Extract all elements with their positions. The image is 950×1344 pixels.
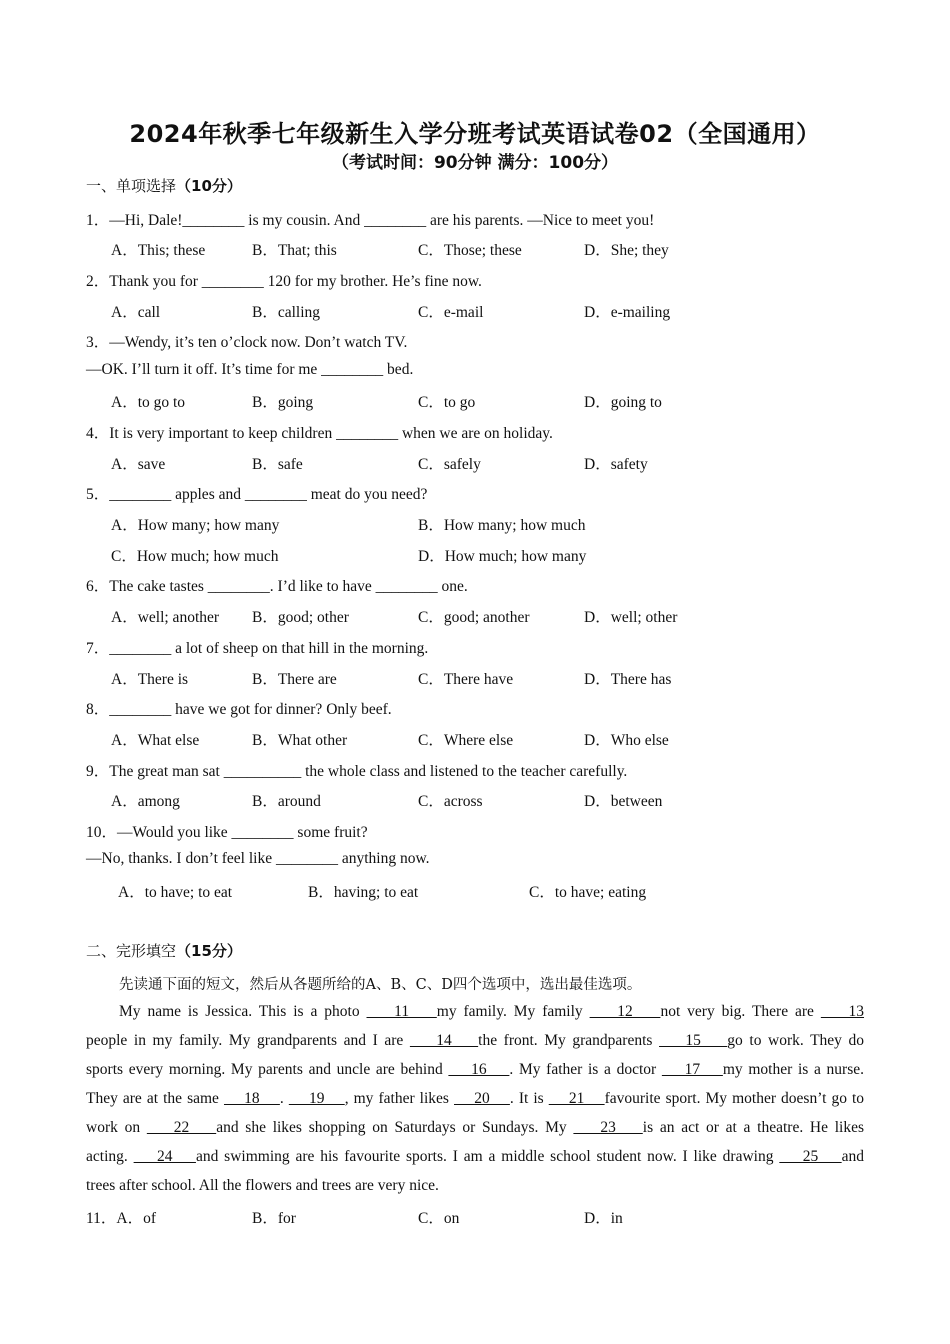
q9-option-a[interactable]: A．among (111, 793, 180, 810)
q1-option-b[interactable]: B．That; this (252, 242, 337, 259)
cloze-text: My name is Jessica. This is a photo (119, 1003, 367, 1020)
q10-option-b[interactable]: B．having; to eat (308, 884, 419, 901)
cloze-text: not very big. There are (660, 1003, 821, 1020)
q4-option-d[interactable]: D．safety (584, 456, 648, 473)
q2-option-b[interactable]: B．calling (252, 304, 321, 321)
q5-option-a[interactable]: A．How many; how many (111, 517, 280, 534)
question-8-stem: 8．________ have we got for dinner? Only beef. (86, 701, 392, 718)
q1-option-c[interactable]: C．Those; these (418, 242, 522, 259)
q7-option-c[interactable]: C．There have (418, 671, 514, 688)
q11-option-d[interactable]: D．in (584, 1210, 623, 1227)
q9-option-d[interactable]: D．between (584, 793, 663, 810)
q4-option-c[interactable]: C．safely (418, 456, 481, 473)
section-points: （10分） (176, 177, 242, 195)
q11-option-b[interactable]: B．for (252, 1210, 296, 1227)
q11-option-a[interactable]: 11．A．of (86, 1210, 157, 1227)
question-3-stem: 3．—Wendy, it’s ten o’clock now. Don’t watch TV. (86, 334, 408, 351)
cloze-line-1 (86, 1003, 864, 1021)
cloze-instructions: 先读通下面的短文，然后从各题所给的A、B、C、D四个选项中，选出最佳选项。 (119, 977, 642, 993)
blank-25[interactable]: 25 (779, 1148, 842, 1165)
section-heading-1 (86, 175, 242, 196)
cloze-text: , my father likes (344, 1090, 454, 1107)
question-4-stem: 4．It is very important to keep children ________ when we are on holiday. (86, 425, 553, 442)
cloze-text: people in my family. My grandparents and I are (86, 1032, 410, 1049)
cloze-text: and (841, 1148, 865, 1165)
question-10-stem: 10．—Would you like ________ some fruit? (86, 824, 368, 841)
blank-17[interactable]: 17 (661, 1061, 723, 1078)
question-6-stem: 6．The cake tastes ________. I’d like to have ________ one. (86, 578, 468, 595)
q7-option-b[interactable]: B．There are (252, 671, 337, 688)
q4-option-b[interactable]: B．safe (252, 456, 303, 473)
blank-16[interactable]: 16 (448, 1061, 510, 1078)
cloze-line-6 (86, 1148, 864, 1166)
question-2-stem: 2．Thank you for ________ 120 for my brother. He’s fine now. (86, 273, 482, 290)
cloze-text: sports every morning. My parents and uncle are behind (86, 1061, 449, 1078)
cloze-line-2 (86, 1032, 864, 1050)
q5-option-b[interactable]: B．How many; how much (418, 517, 586, 534)
cloze-text: They are at the same (86, 1090, 224, 1107)
q1-option-d[interactable]: D．She; they (584, 242, 669, 259)
section-heading-2 (86, 940, 242, 961)
blank-18[interactable]: 18 (223, 1090, 280, 1107)
blank-21[interactable]: 21 (548, 1090, 605, 1107)
q7-option-d[interactable]: D．There has (584, 671, 672, 688)
blank-14[interactable]: 14 (409, 1032, 479, 1049)
cloze-text: acting. (86, 1148, 134, 1165)
q6-option-d[interactable]: D．well; other (584, 609, 678, 626)
question-10-continuation: —No, thanks. I don’t feel like ________ anything now. (86, 850, 430, 867)
q4-option-a[interactable]: A．save (111, 456, 166, 473)
blank-19[interactable]: 19 (288, 1090, 345, 1107)
q1-option-a[interactable]: A．This; these (111, 242, 206, 259)
q10-option-c[interactable]: C．to have; eating (529, 884, 647, 901)
cloze-text: is an act or at a theatre. He likes (642, 1119, 865, 1136)
question-7-stem: 7．________ a lot of sheep on that hill in the morning. (86, 640, 429, 657)
question-3-continuation: —OK. I’ll turn it off. It’s time for me ________ bed. (86, 361, 414, 378)
q8-option-d[interactable]: D．Who else (584, 732, 669, 749)
question-5-stem: 5．________ apples and ________ meat do you need? (86, 486, 428, 503)
blank-11[interactable]: 11 (366, 1003, 437, 1020)
section-points: （15分） (176, 942, 242, 960)
page-subtitle: （考试时间：90分钟 满分：100分） (331, 153, 619, 173)
q7-option-a[interactable]: A．There is (111, 671, 189, 688)
cloze-text: and she likes shopping on Saturdays or Sundays. My (216, 1119, 574, 1136)
q6-option-c[interactable]: C．good; another (418, 609, 530, 626)
q3-option-c[interactable]: C．to go (418, 394, 476, 411)
q8-option-b[interactable]: B．What other (252, 732, 348, 749)
blank-20[interactable]: 20 (454, 1090, 510, 1107)
blank-15[interactable]: 15 (659, 1032, 728, 1049)
q3-option-a[interactable]: A．to go to (111, 394, 186, 411)
q6-option-a[interactable]: A．well; another (111, 609, 220, 626)
cloze-text: and swimming are his favourite sports. I am a middle school student now. I like drawing (195, 1148, 780, 1165)
q5-option-d[interactable]: D．How much; how many (418, 548, 587, 565)
q3-option-b[interactable]: B．going (252, 394, 314, 411)
cloze-text: work on (86, 1119, 147, 1136)
blank-22[interactable]: 22 (146, 1119, 217, 1136)
cloze-text: my family. My family (436, 1003, 590, 1020)
q2-option-a[interactable]: A．call (111, 304, 161, 321)
blank-24[interactable]: 24 (133, 1148, 196, 1165)
q10-option-a[interactable]: A．to have; to eat (118, 884, 233, 901)
q2-option-d[interactable]: D．e-mailing (584, 304, 671, 321)
page-title: 2024年秋季七年级新生入学分班考试英语试卷02（全国通用） (129, 120, 821, 148)
section-label: 二、完形填空 (86, 942, 177, 960)
q8-option-c[interactable]: C．Where else (418, 732, 514, 749)
cloze-line-5 (86, 1119, 864, 1137)
blank-23[interactable]: 23 (573, 1119, 643, 1136)
cloze-text: my mother is a nurse. (722, 1061, 864, 1078)
cloze-text: . It is (509, 1090, 549, 1107)
q9-option-c[interactable]: C．across (418, 793, 483, 810)
q9-option-b[interactable]: B．around (252, 793, 321, 810)
q8-option-a[interactable]: A．What else (111, 732, 200, 749)
q2-option-c[interactable]: C．e-mail (418, 304, 484, 321)
section-label: 一、单项选择 (86, 177, 177, 195)
q6-option-b[interactable]: B．good; other (252, 609, 349, 626)
cloze-line-4 (86, 1090, 864, 1108)
cloze-line-7: trees after school. All the flowers and trees are very nice. (86, 1177, 439, 1194)
question-1-stem: 1．—Hi, Dale!________ is my cousin. And ________ are his parents. —Nice to meet you! (86, 212, 655, 229)
cloze-text: go to work. They do (727, 1032, 865, 1049)
blank-12[interactable]: 12 (589, 1003, 661, 1020)
q3-option-d[interactable]: D．going to (584, 394, 662, 411)
cloze-text: . My father is a doctor (509, 1061, 662, 1078)
question-9-stem: 9．The great man sat __________ the whole class and listened to the teacher carefully. (86, 763, 628, 780)
cloze-text: the front. My grandparents (478, 1032, 660, 1049)
q11-option-c[interactable]: C．on (418, 1210, 460, 1227)
cloze-text: favourite sport. My mother doesn’t go to (604, 1090, 865, 1107)
cloze-text: . (279, 1090, 289, 1107)
cloze-line-3 (86, 1061, 864, 1079)
q5-option-c[interactable]: C．How much; how much (111, 548, 279, 565)
blank-13[interactable]: 13 (820, 1003, 865, 1020)
